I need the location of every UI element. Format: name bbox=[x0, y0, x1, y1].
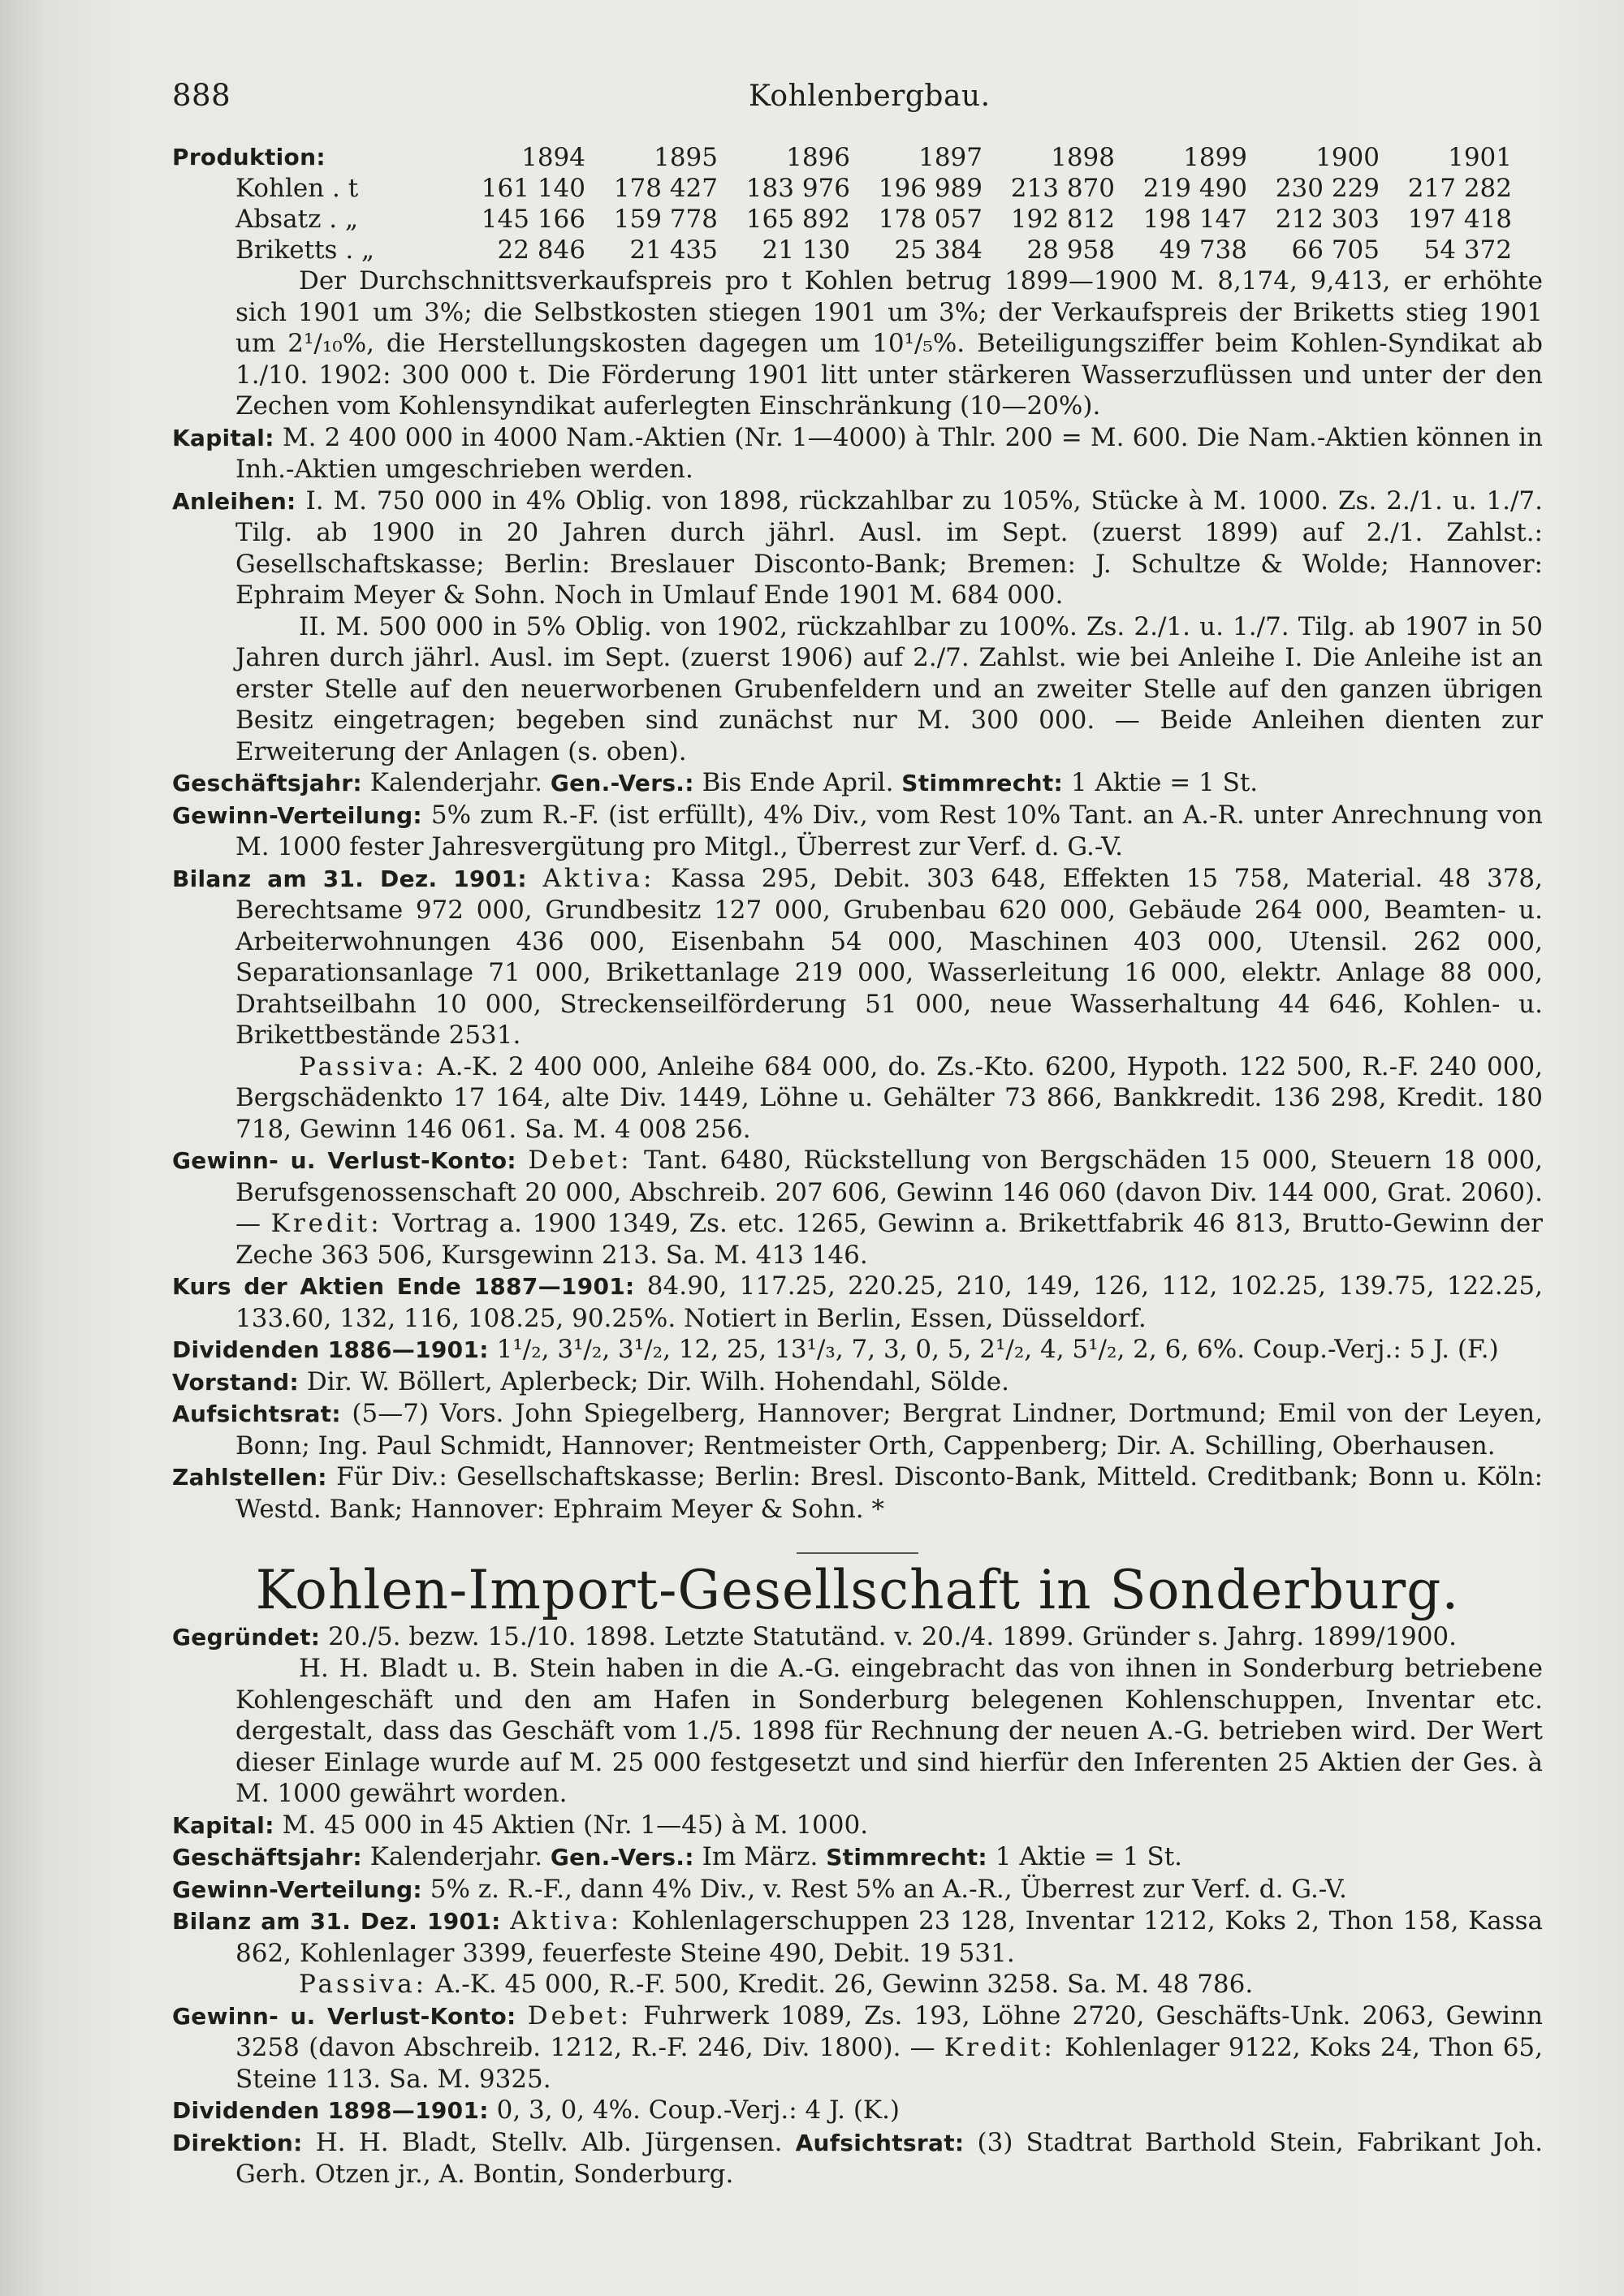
value-cell: 161 140 bbox=[481, 174, 585, 203]
geschaeftsjahr-entry: Geschäftsjahr: Kalenderjahr. Gen.-Vers.: Bis Ende April. Stimmrecht: 1 Aktie = 1 St. bbox=[172, 768, 1259, 797]
aufsichtsrat-entry: Aufsichtsrat: (5—7) Vors. John Spiegelberg, Hannover; Bergrat Lindner, Dortmund; Emil von der Leyen, Bonn; Ing. Paul Schmidt, Hannover; Rentmeister Orth, Cappenberg; Dir. A. Schilling, Oberhausen. bbox=[172, 1399, 1543, 1461]
zahlstellen-entry: Zahlstellen: Für Div.: Gesellschaftskasse; Berlin: Bresl. Disconto-Bank, Mitteld. Creditbank; Bonn u. Köln: Westd. Bank; Hannover: Ephraim Meyer & Sohn. * bbox=[172, 1462, 1543, 1524]
kurs-entry: Kurs der Aktien Ende 1887—1901: 84.90, 117.25, 220.25, 210, 149, 126, 112, 102.25, 139.75, 122.25, 133.60, 132, 116, 108.25, 90.25%. Notiert in Berlin, Essen, Düsseldorf. bbox=[172, 1271, 1543, 1333]
value-cell: 54 372 bbox=[1423, 235, 1512, 265]
row-label: Kohlen . t bbox=[235, 174, 359, 203]
bilanz-entry-2: Bilanz am 31. Dez. 1901: Aktiva: Kohlenlagerschuppen 23 128, Inventar 1212, Koks 2, Thon 158, Kassa 862, Kohlenlager 3399, feuerfeste Steine 490, Debit. 19 531. bbox=[172, 1906, 1544, 1968]
value-cell: 196 989 bbox=[878, 174, 983, 203]
value-cell: 165 892 bbox=[745, 205, 850, 234]
anleihen-entry: Anleihen: I. M. 750 000 in 4% Oblig. von 1898, rückzahlbar zu 105%, Stücke à M. 1000. Zs. 2./1. u. 1./7. Tilg. ab 1900 in 20 Jahren durch jährl. Ausl. im Sept. (zuerst 1899) auf 2./1. Zahlst.: Gesellschaftskasse; Berlin: Breslauer Disconto-Bank; Bremen: J. Schultze & Wolde; Hannover: Ephraim Meyer & Sohn. Noch in Umlauf Ende 1901 M. 684 000. bbox=[172, 486, 1544, 610]
passiva-entry-2: Passiva: A.-K. 45 000, R.-F. 500, Kredit. 26, Gewinn 3258. Sa. M. 48 786. bbox=[299, 1970, 1254, 1999]
production-note: Der Durchschnittsverkaufspreis pro t Kohlen betrug 1899—1900 M. 8,174, 9,413, er erhöhte sich 1901 um 3%; die Selbstkosten stiegen 1901 um 3%; der Verkaufspreis der Briketts stieg 1901 um 2¹/₁₀%, die Herstellungskosten dagegen um 10¹/₅%. Beteiligungsziffer beim Kohlen-Syndikat ab 1./10. 1902: 300 000 t. Die Förderung 1901 litt unter stärkeren Wasserzuflüssen und unter der den Zechen vom Kohlensyndikat auferlegten Einschränkung (10—20%). bbox=[235, 266, 1543, 421]
value-cell: 145 166 bbox=[481, 205, 585, 234]
production-header-row bbox=[172, 141, 1512, 173]
running-title: Kohlenbergbau. bbox=[749, 80, 991, 113]
geschaeftsjahr-entry-2: Geschäftsjahr: Kalenderjahr. Gen.-Vers.: Im März. Stimmrecht: 1 Aktie = 1 St. bbox=[172, 1842, 1183, 1871]
row-label: Absatz . „ bbox=[235, 205, 359, 234]
year-cell: 1901 bbox=[1448, 142, 1512, 172]
anleihen-entry-2: II. M. 500 000 in 5% Oblig. von 1902, rückzahlbar zu 100%. Zs. 2./1. u. 1./7. Tilg. ab 1907 in 50 Jahren durch jährl. Ausl. im Sept. (zuerst 1906) auf 2./7. Zahlst. wie bei Anleihe I. Die Anleihe ist an erster Stelle auf den neuerworbenen Grubenfeldern und an zweiter Stelle auf den ganzen übrigen Besitz eingetragen; begeben sind zunächst nur M. 300 000. — Beide Anleihen dienten zur Erweiterung der Anlagen (s. oben). bbox=[235, 611, 1543, 766]
production-row-briketts bbox=[172, 235, 1512, 265]
production-label: Produktion: bbox=[172, 144, 326, 170]
year-cell: 1896 bbox=[786, 142, 850, 172]
production-row-absatz bbox=[172, 204, 1512, 235]
gegruendet-entry: Gegründet: 20./5. bezw. 15./10. 1898. Letzte Statutänd. v. 20./4. 1899. Gründer s. Jahrg. 1899/1900. bbox=[172, 1621, 1458, 1651]
value-cell: 198 147 bbox=[1142, 205, 1247, 234]
direktion-entry: Direktion: H. H. Bladt, Stellv. Alb. Jürgensen. Aufsichtsrat: (3) Stadtrat Barthold Stein, Fabrikant Joh. Gerh. Otzen jr., A. Bontin, Sonderburg. bbox=[172, 2127, 1544, 2189]
value-cell: 22 846 bbox=[497, 235, 585, 265]
value-cell: 192 812 bbox=[1010, 205, 1115, 234]
value-cell: 66 705 bbox=[1291, 235, 1380, 265]
value-cell: 25 384 bbox=[894, 235, 983, 265]
value-cell: 217 282 bbox=[1407, 174, 1512, 203]
value-cell: 21 130 bbox=[762, 235, 850, 265]
value-cell: 49 738 bbox=[1159, 235, 1247, 265]
anleihen-label: Anleihen: bbox=[172, 487, 296, 515]
gewinnverteilung-entry-2: Gewinn-Verteilung: 5% z. R.-F., dann 4% Div., v. Rest 5% an A.-R., Überrest zur Verf. d. G.-V. bbox=[172, 1874, 1347, 1904]
production-table bbox=[172, 141, 1512, 265]
value-cell: 183 976 bbox=[745, 174, 850, 203]
guv-entry: Gewinn- u. Verlust-Konto: Debet: Tant. 6480, Rückstellung von Bergschäden 15 000, Steuern 18 000, Berufsgenossenschaft 20 000, Abschreib. 207 606, Gewinn 146 060 (davon Div. 144 000, Grat. 2060). — Kredit: Vortrag a. 1900 1349, Zs. etc. 1265, Gewinn a. Brikettfabrik 46 813, Brutto-Gewinn der Zeche 363 506, Kursgewinn 213. Sa. M. 413 146. bbox=[172, 1146, 1544, 1270]
year-cell: 1897 bbox=[918, 142, 983, 172]
value-cell: 197 418 bbox=[1407, 205, 1512, 234]
gegruendet-entry-2: H. H. Bladt u. B. Stein haben in die A.-G. eingebracht das von ihnen in Sonderburg betriebene Kohlengeschäft und den am Hafen in Sonderburg belegenen Kohlenschuppen, Inventar etc. dergestalt, dass das Geschäft vom 1./5. 1898 für Rechnung der neuen A.-G. betrieben wird. Der Wert dieser Einlage wurde auf M. 25 000 festgesetzt und sind hierfür den Inferenten 25 Aktien der Ges. à M. 1000 gewährt worden. bbox=[235, 1654, 1543, 1808]
kapital-entry: Kapital: M. 2 400 000 in 4000 Nam.-Aktien (Nr. 1—4000) à Thlr. 200 = M. 600. Die Nam.-Aktien können in Inh.-Aktien umgeschrieben werden. bbox=[172, 422, 1544, 484]
value-cell: 178 427 bbox=[613, 174, 718, 203]
production-row-kohlen bbox=[172, 173, 1512, 204]
kapital-entry-2: Kapital: M. 45 000 in 45 Aktien (Nr. 1—45) à M. 1000. bbox=[172, 1810, 869, 1840]
section-divider bbox=[797, 1552, 918, 1554]
value-cell: 219 490 bbox=[1142, 174, 1247, 203]
value-cell: 178 057 bbox=[878, 205, 983, 234]
value-cell: 212 303 bbox=[1275, 205, 1380, 234]
kapital-label: Kapital: bbox=[172, 424, 274, 451]
value-cell: 28 958 bbox=[1026, 235, 1115, 265]
dividenden-entry: Dividenden 1886—1901: 1¹/₂, 3¹/₂, 3¹/₂, 12, 25, 13¹/₃, 7, 3, 0, 5, 2¹/₂, 4, 5¹/₂, 2, 6, 6%. Coup.-Verj.: 5 J. (F.) bbox=[172, 1335, 1499, 1364]
page-header bbox=[172, 78, 1543, 127]
guv-entry-2: Gewinn- u. Verlust-Konto: Debet: Fuhrwerk 1089, Zs. 193, Löhne 2720, Geschäfts-Unk. 2063, Gewinn 3258 (davon Abschreib. 1212, R.-F. 246, Div. 1800). — Kredit: Kohlenlager 9122, Koks 24, Thon 65, Steine 113. Sa. M. 9325. bbox=[172, 2000, 1543, 2094]
main-text bbox=[172, 141, 1543, 2190]
value-cell: 159 778 bbox=[613, 205, 718, 234]
page-number: 888 bbox=[172, 78, 231, 113]
value-cell: 213 870 bbox=[1010, 174, 1115, 203]
year-cell: 1895 bbox=[654, 142, 718, 172]
passiva-entry: Passiva: A.-K. 2 400 000, Anleihe 684 000, do. Zs.-Kto. 6200, Hypoth. 122 500, R.-F. 240 000, Bergschädenkto 17 164, alte Div. 1449, Löhne u. Gehälter 73 866, Bankkredit. 136 298, Kredit. 180 718, Gewinn 146 061. Sa. M. 4 008 256. bbox=[235, 1051, 1543, 1144]
dividenden-entry-2: Dividenden 1898—1901: 0, 3, 0, 4%. Coup.-Verj.: 4 J. (K.) bbox=[172, 2095, 901, 2125]
bilanz-entry: Bilanz am 31. Dez. 1901: Aktiva: Kassa 295, Debit. 303 648, Effekten 15 758, Material. 48 378, Berechtsame 972 000, Grundbesitz 127 000, Grubenbau 620 000, Gebäude 264 000, Beamten- u. Arbeiterwohnungen 436 000, Eisenbahn 54 000, Maschinen 403 000, Utensil. 262 000, Separationsanlage 71 000, Brikettanlage 219 000, Wasserleitung 16 000, elektr. Anlage 88 000, Drahtseilbahn 10 000, Streckenseilförderung 51 000, neue Wasserhaltung 44 646, Kohlen- u. Brikettbestände 2531. bbox=[172, 863, 1543, 1050]
year-cell: 1898 bbox=[1051, 142, 1115, 172]
gewinnverteilung-entry: Gewinn-Verteilung: 5% zum R.-F. (ist erfüllt), 4% Div., vom Rest 10% Tant. an A.-R. unter Anrechnung von M. 1000 fester Jahresvergütung pro Mitgl., Überrest zur Verf. d. G.-V. bbox=[172, 800, 1543, 861]
company-title: Kohlen-Import-Gesellschaft in Sonderburg. bbox=[255, 1559, 1460, 1621]
year-cell: 1899 bbox=[1183, 142, 1247, 172]
value-cell: 21 435 bbox=[629, 235, 718, 265]
year-cell: 1900 bbox=[1315, 142, 1380, 172]
vorstand-entry: Vorstand: Dir. W. Böllert, Aplerbeck; Dir. Wilh. Hohendahl, Sölde. bbox=[172, 1366, 1009, 1396]
value-cell: 230 229 bbox=[1275, 174, 1380, 203]
row-label: Briketts . „ bbox=[235, 235, 375, 265]
year-cell: 1894 bbox=[521, 142, 585, 172]
